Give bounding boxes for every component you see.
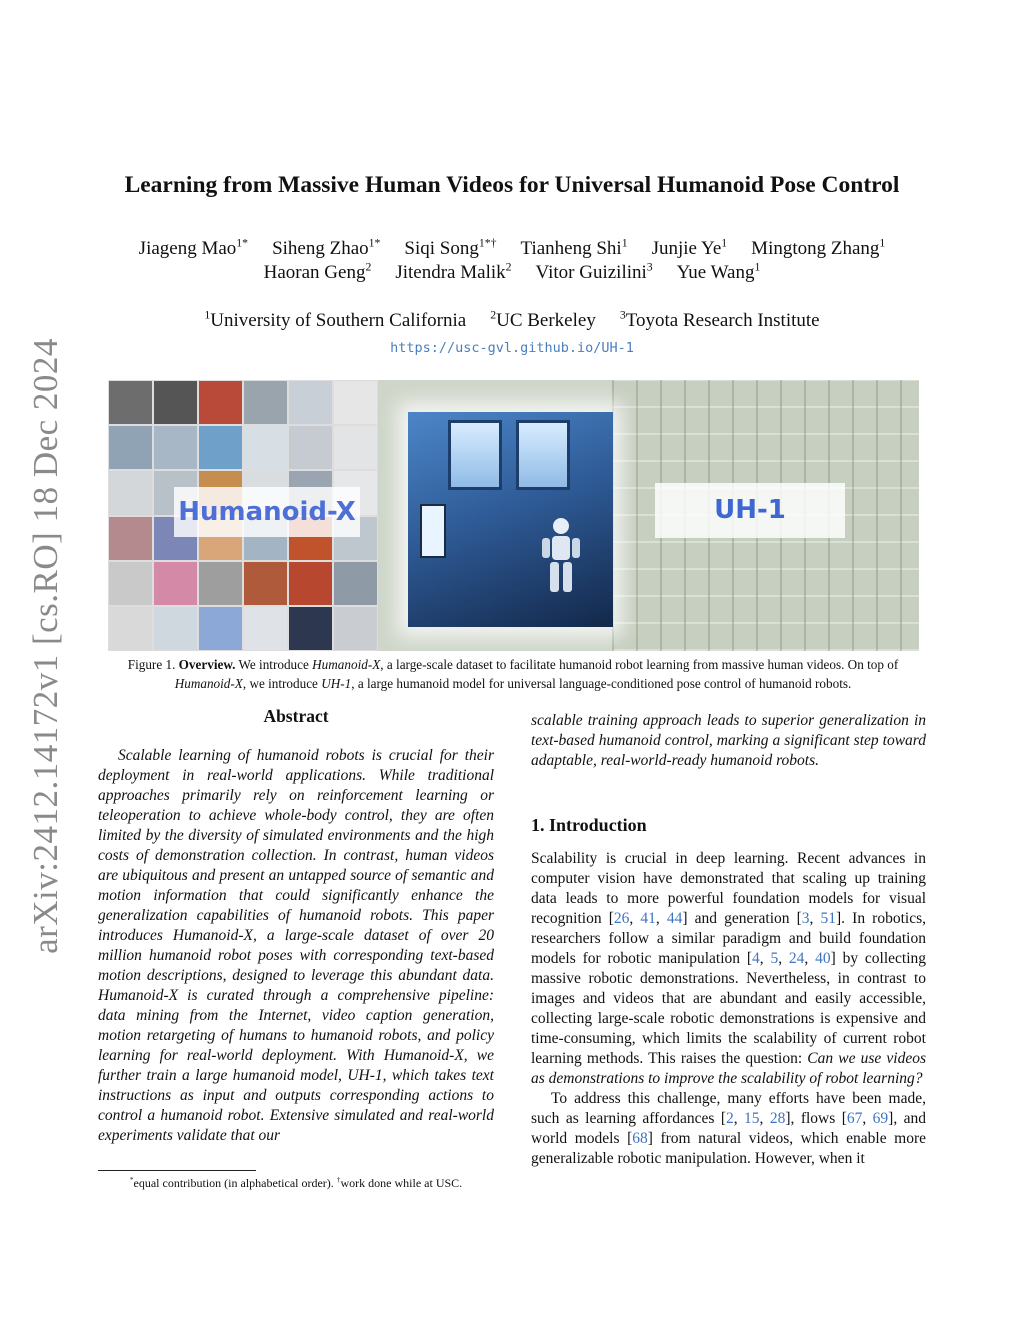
author-name-text: Junjie Ye <box>651 238 722 259</box>
text-run: ], and world models [ <box>531 1110 927 1147</box>
author-affiliation-mark: 2 <box>505 260 512 274</box>
author-name-text: Jiageng Mao <box>138 238 237 259</box>
text-run: , <box>655 910 667 927</box>
citation-link[interactable]: 28 <box>769 1110 786 1127</box>
abstract-heading: Abstract <box>263 706 329 726</box>
author-name <box>751 238 885 259</box>
text-run: ] and generation [ <box>682 910 802 927</box>
left-column <box>98 706 494 1146</box>
citation-link[interactable]: 2 <box>725 1110 734 1127</box>
paper-title: Learning from Massive Human Videos for Universal Humanoid Pose Control <box>124 172 900 198</box>
citation-link[interactable]: 15 <box>744 1110 760 1127</box>
citation-link[interactable]: 3 <box>801 910 810 927</box>
citation-link[interactable]: 24 <box>788 950 805 967</box>
author-affiliation-mark: 1* <box>368 236 381 250</box>
citation-link[interactable]: 68 <box>632 1130 648 1147</box>
text-run: , <box>759 1110 770 1127</box>
authors-row-2 <box>60 262 964 284</box>
author-name <box>652 238 728 259</box>
author-name-text: Tianheng Shi <box>520 238 622 259</box>
text-run: , <box>778 950 789 967</box>
affiliation-name: UC Berkeley <box>496 310 596 331</box>
abstract-text: Scalable learning of humanoid robots is crucial for their deployment in real-world applications. While traditional approaches primarily rely on reinforcement learning or teleoperation to achieve whole-body control, they are often limited by the diversity of simulated environments and the high costs of demonstration collection. In contrast, human videos are ubiquitous and present an untapped source of semantic and motion information that could significantly enhance the generalization capabilities of humanoid robots. This paper introduces Humanoid-X, a large-scale dataset of over 20 million humanoid robot poses with corresponding text-based motion descriptions, designed to leverage this abundant data. Humanoid-X is curated through a comprehensive pipeline: data mining from the Internet, video caption generation, motion retargeting of humans to humanoid robots, and policy learning for real-world deployment. With Humanoid-X, we further train a large humanoid model, UH-1, which takes text instructions as input and outputs corresponding actions to control a humanoid robot. Extensive simulated and real-world experiments validate that our <box>98 747 494 1144</box>
author-name <box>264 262 372 283</box>
author-name-text: Siqi Song <box>404 238 479 259</box>
text-run: ]. In robotics, researchers follow a similar paradigm and build foundation models for robotic manipulation [ <box>531 910 926 967</box>
author-name <box>272 238 380 259</box>
text-run: ] from natural videos, which enable more generalizable robotic manipulation. However, when it <box>531 1130 926 1167</box>
arxiv-identifier: arXiv:2412.14172v1 [cs.RO] 18 Dec 2024 <box>26 338 65 954</box>
introduction-paragraph-1 <box>531 849 926 1089</box>
footnote: *equal contribution (in alphabetical order). †work done while at USC. <box>129 1175 463 1190</box>
author-name-text: Siheng Zhao <box>272 238 369 259</box>
author-name <box>536 262 653 283</box>
citation-link[interactable]: 41 <box>640 910 656 927</box>
author-affiliation-mark: 1 <box>621 236 628 250</box>
robot-watching-video-illustration <box>408 412 613 627</box>
citation-link[interactable]: 44 <box>666 910 683 927</box>
research-question: Can we use videos as demonstrations to improve the scalability of robot learning? <box>531 1050 926 1087</box>
author-name <box>395 262 511 283</box>
author-affiliation-mark: 3 <box>646 260 653 274</box>
citation-link[interactable]: 69 <box>872 1110 889 1127</box>
text-run: ], flows [ <box>785 1110 847 1127</box>
author-name <box>404 238 496 259</box>
author-name <box>677 262 761 283</box>
affiliation-mark: 1 <box>204 308 211 322</box>
humanoid-x-label: Humanoid-X <box>174 487 360 537</box>
text-run: , <box>733 1110 745 1127</box>
affiliation <box>490 310 596 331</box>
text-run: , <box>809 910 821 927</box>
footnote-rule <box>98 1170 256 1171</box>
author-affiliation-mark: 1 <box>754 260 761 274</box>
affiliation <box>204 310 466 331</box>
text-run: , <box>862 1110 873 1127</box>
affiliation-mark: 2 <box>490 308 497 322</box>
text-run: Scalability is crucial in deep learning. Recent advances in computer vision have demonstrated that scaling up training data leads to more powerful foundation models for visual recognition [ <box>531 850 926 927</box>
text-run: ] by collecting massive robotic demonstrations. Nevertheless, in contrast to images and videos that are abundant and easily accessible, collecting large-scale robotic demonstrations is expensive and time-consuming, which limits the scalability of current robot learning methods. This raises the question: <box>531 950 927 1067</box>
affiliation-name: Toyota Research Institute <box>625 310 820 331</box>
humanoid-robot-icon <box>536 516 586 596</box>
affiliation-mark: 3 <box>619 308 626 322</box>
authors-row-1 <box>60 238 964 260</box>
citation-link[interactable]: 40 <box>815 950 831 967</box>
citation-link[interactable]: 67 <box>846 1110 863 1127</box>
affiliation-name: University of Southern California <box>210 310 467 331</box>
citation-link[interactable]: 4 <box>751 950 760 967</box>
abstract-continuation: scalable training approach leads to superior generalization in text-based humanoid control, marking a significant step toward adaptable, real-world-ready humanoid robots. <box>531 712 926 769</box>
affiliations <box>60 310 964 332</box>
author-name-text: Haoran Geng <box>263 262 366 283</box>
project-url[interactable]: https://usc-gvl.github.io/UH-1 <box>390 340 634 356</box>
tv-screen <box>420 504 446 558</box>
text-run: To address this challenge, many efforts have been made, such as learning affordances [ <box>531 1090 926 1127</box>
introduction-heading: 1. Introduction <box>531 815 647 835</box>
affiliation <box>620 310 820 331</box>
right-column <box>531 711 926 1169</box>
author-name-text: Mingtong Zhang <box>751 238 880 259</box>
author-name-text: Yue Wang <box>676 262 755 283</box>
author-affiliation-mark: 1*† <box>478 236 497 250</box>
author-affiliation-mark: 1 <box>879 236 886 250</box>
introduction-paragraph-2 <box>531 1089 926 1169</box>
uh-1-label: UH-1 <box>655 483 845 538</box>
overview-figure <box>108 380 919 651</box>
citation-link[interactable]: 26 <box>613 910 630 927</box>
author-affiliation-mark: 1* <box>236 236 249 250</box>
figure-caption: Figure 1. Overview. We introduce Humanoid-X, a large-scale dataset to facilitate humanoid robot learning from massive human videos. On top of Humanoid-X, we introduce UH-1, a large humanoid model for universal language-conditioned pose control of humanoid robots. <box>127 657 899 691</box>
author-name-text: Jitendra Malik <box>395 262 506 283</box>
text-run: , <box>629 910 641 927</box>
author-affiliation-mark: 1 <box>721 236 728 250</box>
citation-link[interactable]: 51 <box>820 910 837 927</box>
text-run: , <box>804 950 816 967</box>
author-name <box>521 238 628 259</box>
text-run: , <box>759 950 771 967</box>
author-name-text: Vitor Guizilini <box>535 262 647 283</box>
author-affiliation-mark: 2 <box>365 260 372 274</box>
author-name <box>139 238 248 259</box>
citation-link[interactable]: 5 <box>770 950 779 967</box>
